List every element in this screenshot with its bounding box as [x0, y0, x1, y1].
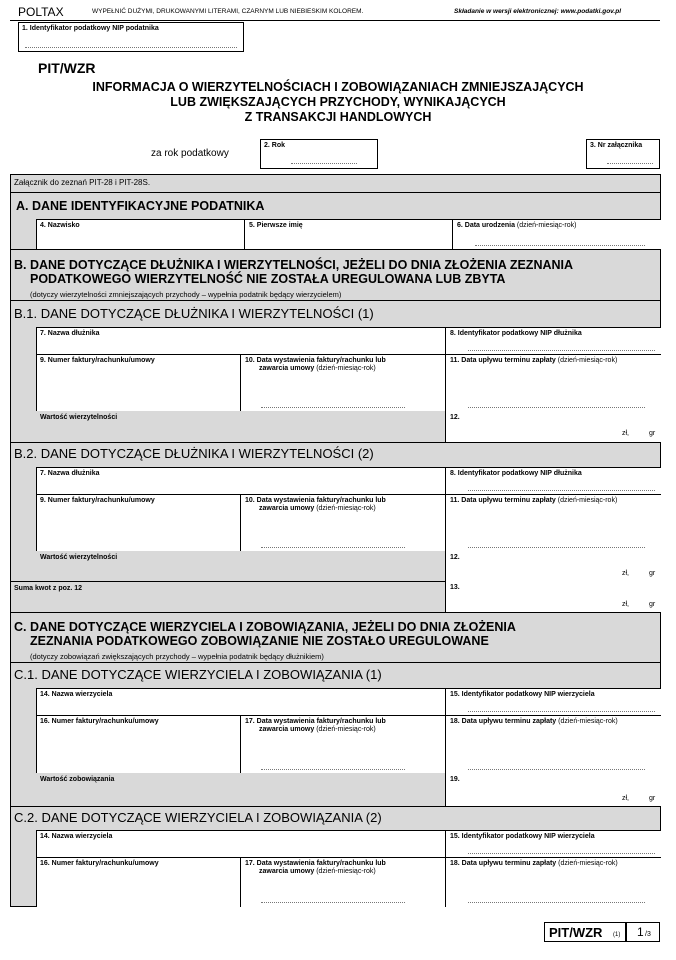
birth-date-label-text: 6. Data urodzenia	[457, 222, 515, 229]
tax-year-text: za rok podatkowy	[151, 148, 229, 159]
b2-due-date-field[interactable]	[445, 494, 661, 551]
attachment-number-label: 3. Nr załącznika	[590, 142, 643, 149]
section-b-title-line1: B. DANE DOTYCZĄCE DŁUŻNIKA I WIERZYTELNOŚCI, JEŻELI DO DNIA ZŁOŻENIA ZEZNANIA	[14, 258, 574, 272]
b1-issue-date-dots	[261, 401, 405, 408]
nip-taxpayer-field[interactable]	[18, 22, 244, 52]
sum-gr: gr	[649, 601, 656, 608]
attachment-number-field[interactable]	[586, 139, 660, 169]
b2-debtor-name-field[interactable]	[36, 467, 445, 494]
sum-field[interactable]	[445, 581, 661, 612]
birth-date-hint: (dzień-miesiąc-rok)	[516, 222, 577, 229]
form-title-line3: Z TRANSAKCJI HANDLOWYCH	[244, 110, 432, 124]
b2-issue-date-label-line1: 10. Data wystawienia faktury/rachunku lub	[245, 497, 386, 504]
birth-date-dots	[475, 239, 645, 246]
c1-due-date-field[interactable]	[445, 715, 661, 773]
b2-debtor-nip-field[interactable]	[445, 467, 661, 494]
b2-due-date-dots	[468, 541, 645, 548]
c1-value-label-cell	[36, 773, 445, 806]
c1-issue-date-label-line2: zawarcia umowy	[259, 726, 315, 733]
c1-invoice-number-field[interactable]	[36, 715, 240, 773]
b2-issue-date-hint: (dzień-miesiąc-rok)	[316, 505, 376, 512]
surname-field[interactable]	[36, 219, 244, 249]
footer-code-box	[544, 922, 626, 942]
section-b2-title: B.2. DANE DOTYCZĄCE DŁUŻNIKA I WIERZYTELNOŚCI (2)	[14, 446, 374, 461]
nip-taxpayer-label: 1. Identyfikator podatkowy NIP podatnika	[22, 25, 159, 32]
b1-debtor-nip-field[interactable]	[445, 327, 661, 354]
b2-debtor-name-label: 7. Nazwa dłużnika	[40, 470, 100, 477]
b1-debtor-name-field[interactable]	[36, 327, 445, 354]
section-b1-title: B.1. DANE DOTYCZĄCE DŁUŻNIKA I WIERZYTELNOŚCI (1)	[14, 306, 374, 321]
section-a-title: A. DANE IDENTYFIKACYJNE PODATNIKA	[16, 199, 265, 213]
c1-creditor-nip-label: 15. Identyfikator podatkowy NIP wierzyciela	[450, 691, 595, 698]
c1-due-date-dots	[468, 763, 645, 770]
section-c-title-line2: ZEZNANIA PODATKOWEGO ZOBOWIĄZANIE NIE ZOSTAŁO UREGULOWANE	[30, 634, 489, 648]
year-dots	[291, 157, 357, 164]
header-rule	[10, 20, 660, 21]
b1-due-date-hint: (dzień-miesiąc-rok)	[557, 357, 618, 364]
c2-invoice-number-label: 16. Numer faktury/rachunku/umowy	[40, 860, 159, 867]
b1-value-number: 12.	[450, 414, 460, 421]
c1-creditor-name-label: 14. Nazwa wierzyciela	[40, 691, 113, 698]
b2-due-date-label	[450, 497, 617, 505]
c1-value-label: Wartość zobowiązania	[40, 776, 115, 783]
c1-creditor-nip-field[interactable]	[445, 688, 661, 715]
form-title	[0, 80, 676, 125]
c2-creditor-name-field[interactable]	[36, 830, 445, 857]
c1-due-date-label	[450, 718, 618, 726]
c1-issue-date-hint: (dzień-miesiąc-rok)	[316, 726, 376, 733]
b2-due-date-hint: (dzień-miesiąc-rok)	[557, 497, 618, 504]
b1-value-gr: gr	[649, 430, 656, 437]
c1-value-gr: gr	[649, 795, 656, 802]
rule-c1	[10, 662, 661, 663]
b2-issue-date-dots	[261, 541, 405, 548]
c2-issue-date-dots	[261, 896, 405, 903]
rule-c2	[10, 806, 661, 807]
footer-code: PIT/WZR	[549, 925, 603, 940]
section-c1-title: C.1. DANE DOTYCZĄCE WIERZYCIELA I ZOBOWIĄZANIA (1)	[14, 667, 382, 682]
c1-due-date-hint: (dzień-miesiąc-rok)	[558, 718, 618, 725]
c2-due-date-field[interactable]	[445, 857, 661, 907]
b1-due-date-label	[450, 357, 617, 365]
c1-issue-date-field[interactable]	[240, 715, 445, 773]
b1-value-field[interactable]	[445, 411, 661, 442]
year-field[interactable]	[260, 139, 378, 169]
b2-due-date-label-text: 11. Data upływu terminu zapłaty	[450, 497, 556, 504]
c1-invoice-number-label: 16. Numer faktury/rachunku/umowy	[40, 718, 159, 725]
form-code: PIT/WZR	[38, 60, 96, 76]
c2-issue-date-hint: (dzień-miesiąc-rok)	[316, 868, 376, 875]
footer-total: /3	[645, 931, 651, 938]
birth-date-field[interactable]	[452, 219, 661, 249]
b2-invoice-number-field[interactable]	[36, 494, 240, 551]
c1-value-field[interactable]	[445, 773, 661, 806]
instruction-text: WYPEŁNIĆ DUŻYMI, DRUKOWANYMI LITERAMI, CZARNYM LUB NIEBIESKIM KOLOREM.	[92, 8, 364, 15]
form-title-line1: INFORMACJA O WIERZYTELNOŚCIACH I ZOBOWIĄZANIACH ZMNIEJSZAJĄCYCH	[92, 80, 584, 94]
c1-creditor-name-field[interactable]	[36, 688, 445, 715]
year-label: 2. Rok	[264, 142, 286, 149]
b1-due-date-dots	[468, 401, 645, 408]
attachment-note: Załącznik do zeznań PIT-28 i PIT-28S.	[14, 178, 151, 187]
c2-creditor-nip-dots	[468, 847, 655, 854]
b1-value-label-cell	[36, 411, 445, 442]
first-name-label: 5. Pierwsze imię	[249, 222, 303, 229]
b1-due-date-label-text: 11. Data upływu terminu zapłaty	[450, 357, 556, 364]
b2-value-zl: zł,	[622, 570, 629, 577]
b2-issue-date-label	[245, 497, 386, 513]
c1-issue-date-dots	[261, 763, 405, 770]
section-b-note: (dotyczy wierzytelności zmniejszających przychody – wypełnia podatnik będący wierzycielem)	[30, 290, 342, 299]
b2-value-gr: gr	[649, 570, 656, 577]
attachment-number-dots	[607, 157, 653, 164]
c2-due-date-hint: (dzień-miesiąc-rok)	[558, 860, 618, 867]
c1-value-zl: zł,	[622, 795, 629, 802]
b1-debtor-name-label: 7. Nazwa dłużnika	[40, 330, 100, 337]
c2-issue-date-label-line2: zawarcia umowy	[259, 868, 315, 875]
section-b-title-line2: PODATKOWEGO WIERZYTELNOŚĆ NIE ZOSTAŁA UREGULOWANA LUB ZBYTA	[30, 272, 506, 286]
c2-due-date-label	[450, 860, 618, 868]
section-c-title-line1: C. DANE DOTYCZĄCE WIERZYCIELA I ZOBOWIĄZANIA, JEŻELI DO DNIA ZŁOŻENIA	[14, 620, 516, 634]
form-title-line2: LUB ZWIĘKSZAJĄCYCH PRZYCHODY, WYNIKAJĄCYCH	[170, 95, 506, 109]
b1-issue-date-label-line1: 10. Data wystawienia faktury/rachunku lub	[245, 357, 386, 364]
b2-issue-date-label-line2: zawarcia umowy	[259, 505, 315, 512]
b1-issue-date-hint: (dzień-miesiąc-rok)	[316, 365, 376, 372]
sum-number: 13.	[450, 584, 460, 591]
b1-value-label: Wartość wierzytelności	[40, 414, 118, 421]
rule-a	[10, 192, 661, 193]
section-c-note: (dotyczy zobowiązań zwiększających przychody – wypełnia podatnik będący dłużnikiem)	[30, 652, 324, 661]
birth-date-label	[457, 222, 576, 230]
c2-creditor-nip-label: 15. Identyfikator podatkowy NIP wierzyciela	[450, 833, 595, 840]
b2-invoice-number-label: 9. Numer faktury/rachunku/umowy	[40, 497, 155, 504]
b2-debtor-nip-dots	[468, 484, 655, 491]
b2-issue-date-field[interactable]	[240, 494, 445, 551]
c2-issue-date-label-line1: 17. Data wystawienia faktury/rachunku lub	[245, 860, 386, 867]
c1-creditor-nip-dots	[468, 705, 655, 712]
brand: POLTAX	[18, 5, 64, 19]
c2-issue-date-field[interactable]	[240, 857, 445, 907]
section-c-title	[14, 620, 516, 648]
b1-due-date-field[interactable]	[445, 354, 661, 411]
section-c2-title: C.2. DANE DOTYCZĄCE WIERZYCIELA I ZOBOWIĄZANIA (2)	[14, 810, 382, 825]
c2-due-date-dots	[468, 896, 645, 903]
submission-text: Składanie w wersji elektronicznej: www.podatki.gov.pl	[454, 8, 621, 15]
b1-debtor-nip-dots	[468, 344, 655, 351]
footer-version: (1)	[613, 932, 621, 938]
c1-due-date-label-text: 18. Data upływu terminu zapłaty	[450, 718, 557, 725]
c2-due-date-label-text: 18. Data upływu terminu zapłaty	[450, 860, 557, 867]
c2-invoice-number-field[interactable]	[36, 857, 240, 907]
c2-creditor-name-label: 14. Nazwa wierzyciela	[40, 833, 113, 840]
b1-issue-date-label-line2: zawarcia umowy	[259, 365, 315, 372]
footer-page: 1	[637, 925, 644, 939]
nip-taxpayer-dots	[25, 41, 237, 48]
surname-label: 4. Nazwisko	[40, 222, 80, 229]
rule-b2	[10, 442, 661, 443]
b1-invoice-number-label: 9. Numer faktury/rachunku/umowy	[40, 357, 155, 364]
first-name-field[interactable]	[244, 219, 452, 249]
footer-page-box	[626, 922, 660, 942]
b2-value-field[interactable]	[445, 551, 661, 581]
rule-b	[10, 249, 661, 250]
c2-creditor-nip-field[interactable]	[445, 830, 661, 857]
c1-issue-date-label	[245, 718, 386, 734]
c2-issue-date-label	[245, 860, 386, 876]
b2-value-number: 12.	[450, 554, 460, 561]
b2-debtor-nip-label: 8. Identyfikator podatkowy NIP dłużnika	[450, 470, 582, 477]
rule-b1	[10, 300, 661, 301]
rule-c	[10, 612, 661, 613]
sum-zl: zł,	[622, 601, 629, 608]
b1-value-zl: zł,	[622, 430, 629, 437]
b1-invoice-number-field[interactable]	[36, 354, 240, 411]
b2-value-label-cell	[36, 551, 445, 581]
c1-issue-date-label-line1: 17. Data wystawienia faktury/rachunku lub	[245, 718, 386, 725]
b1-issue-date-field[interactable]	[240, 354, 445, 411]
b1-debtor-nip-label: 8. Identyfikator podatkowy NIP dłużnika	[450, 330, 582, 337]
c1-value-number: 19.	[450, 776, 460, 783]
b1-issue-date-label	[245, 357, 386, 373]
b2-value-label: Wartość wierzytelności	[40, 554, 118, 561]
sum-label: Suma kwot z poz. 12	[14, 585, 83, 592]
section-b-title	[14, 258, 573, 286]
